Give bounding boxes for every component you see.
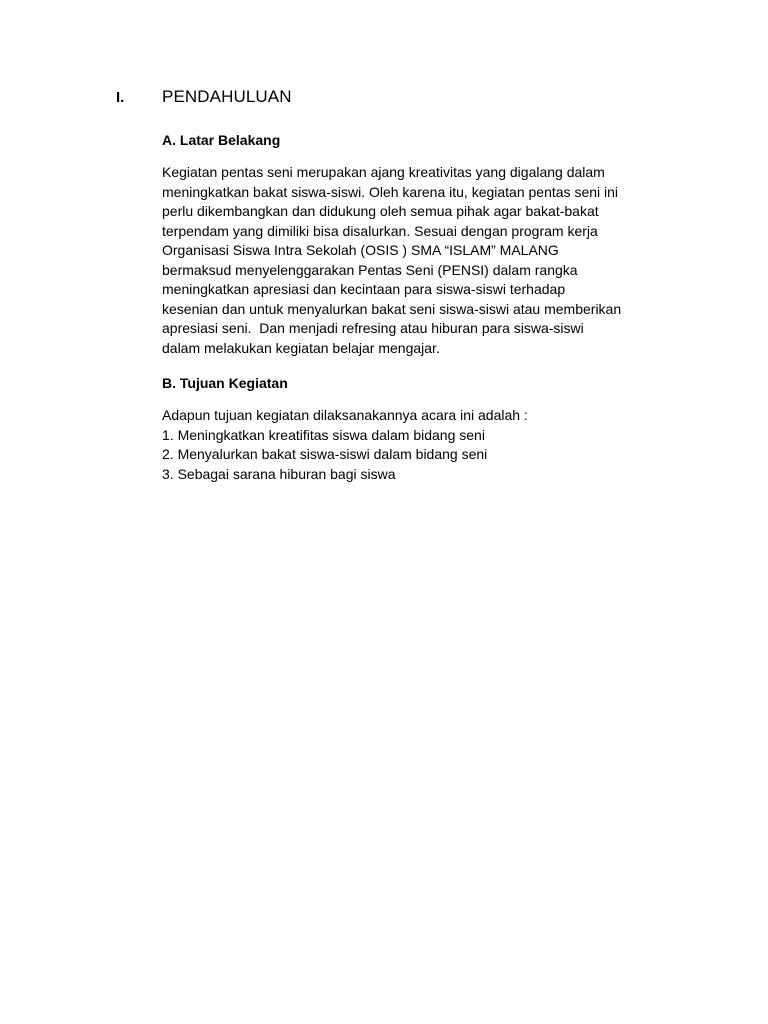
chapter-number: I.	[116, 89, 125, 106]
paragraph-line: Kegiatan pentas seni merupakan ajang kreativitas yang digalang dalam	[162, 164, 605, 180]
list-item: 2. Menyalurkan bakat siswa-siswi dalam bidang seni	[162, 446, 488, 462]
paragraph-line: bermaksud menyelenggarakan Pentas Seni (PENSI) dalam rangka	[162, 261, 578, 278]
chapter-title: PENDAHULUAN	[162, 87, 292, 106]
paragraph-line: kesenian dan untuk menyalurkan bakat seni siswa-siswi atau memberikan	[162, 300, 622, 317]
background-paragraph	[162, 163, 682, 358]
paragraph-line: terpendam yang dimiliki bisa disalurkan. Sesuai dengan program kerja	[162, 222, 598, 239]
paragraph-line: meningkatkan bakat siswa-siswi. Oleh karena itu, kegiatan pentas seni ini	[162, 183, 619, 200]
list-item: 3. Sebagai sarana hiburan bagi siswa	[162, 465, 396, 482]
section-heading-latar-belakang: A. Latar Belakang	[162, 132, 281, 148]
paragraph-line: Organisasi Siswa Intra Sekolah (OSIS ) SMA “ISLAM” MALANG	[162, 242, 559, 258]
list-item: 1. Meningkatkan kreatifitas siswa dalam bidang seni	[162, 426, 485, 443]
paragraph-line: apresiasi seni. Dan menjadi refresing atau hiburan para siswa-siswi	[162, 320, 584, 336]
purpose-intro: Adapun tujuan kegiatan dilaksanakannya acara ini adalah :	[162, 407, 528, 423]
paragraph-line: perlu dikembangkan dan didukung oleh semua pihak agar bakat-bakat	[162, 203, 599, 219]
paragraph-line: meningkatkan apresiasi dan kecintaan para siswa-siswi terhadap	[162, 281, 566, 297]
paragraph-line: dalam melakukan kegiatan belajar mengajar.	[162, 339, 440, 356]
section-heading-tujuan-kegiatan: B. Tujuan Kegiatan	[162, 375, 288, 391]
purpose-list	[162, 406, 528, 484]
